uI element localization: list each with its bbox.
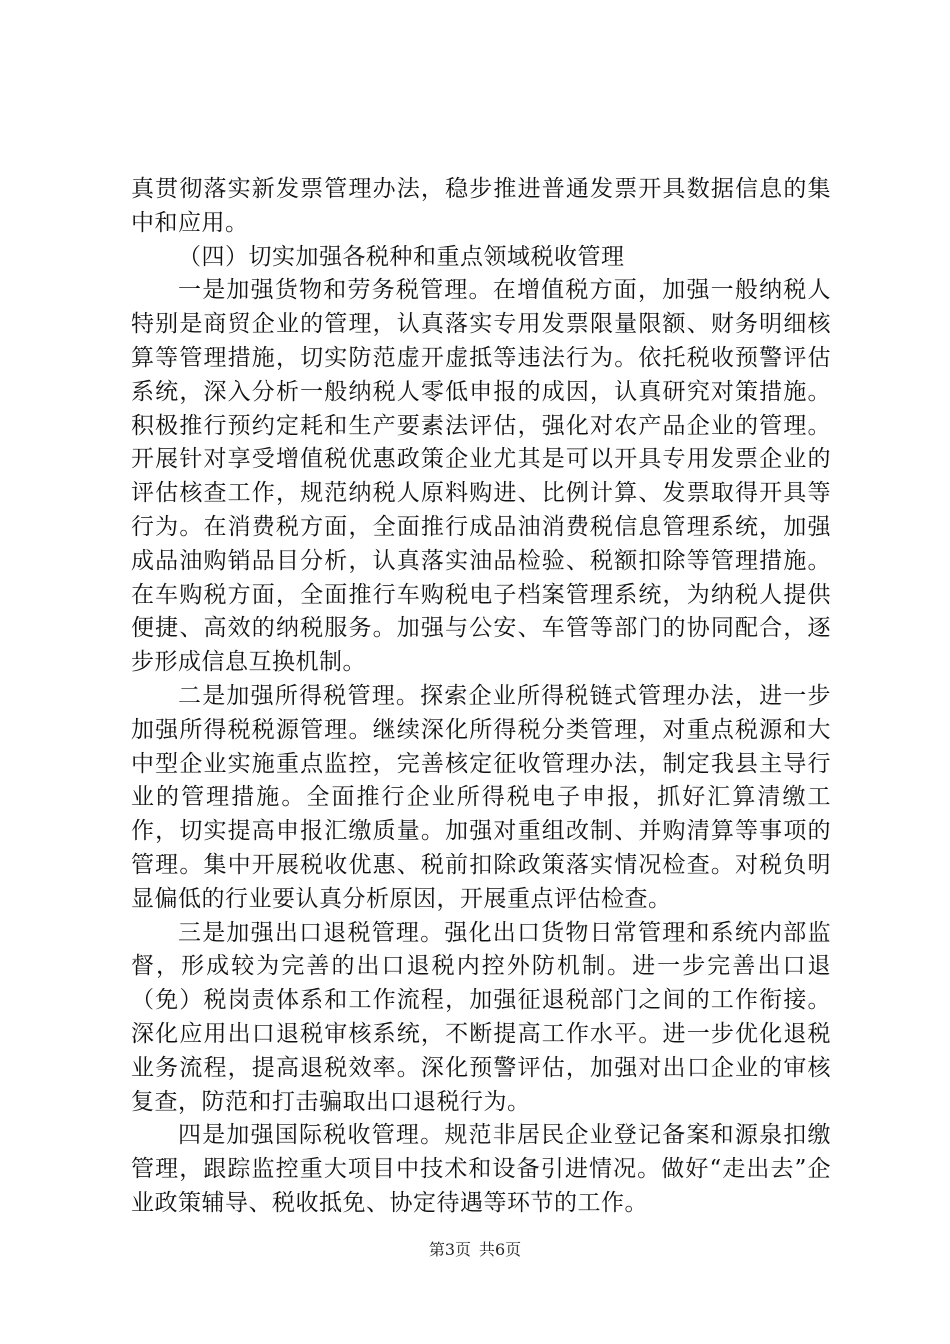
paragraph-goods-services-tax: 一是加强货物和劳务税管理。在增值税方面，加强一般纳税人特别是商贸企业的管理，认真落实专用发票限量限额、财务明细核算等管理措施，切实防范虚开虚抵等违法行为。依托税收预警评估系统，深入分析一般纳税人零低申报的成因，认真研究对策措施。积极推行预约定耗和生产要素法评估，强化对农产品企业的管理。开展针对享受增值税优惠政策企业尤其是可以开具专用发票企业的评估核查工作，规范纳税人原料购进、比例计算、发票取得开具等行为。在消费税方面，全面推行成品油消费税信息管理系统，加强成品油购销品目分析，认真落实油品检验、税额扣除等管理措施。在车购税方面，全面推行车购税电子档案管理系统，为纳税人提供便捷、高效的纳税服务。加强与公安、车管等部门的协同配合，逐步形成信息互换机制。 <box>131 277 831 676</box>
page-number: 第3页 <box>428 1240 471 1259</box>
page-footer <box>0 1240 950 1260</box>
paragraph-continuation: 真贯彻落实新发票管理办法，稳步推进普通发票开具数据信息的集中和应用。 <box>131 176 831 236</box>
paragraph-export-rebate: 三是加强出口退税管理。强化出口货物日常管理和系统内部监督，形成较为完善的出口退税内控外防机制。进一步完善出口退（免）税岗责体系和工作流程，加强征退税部门之间的工作衔接。深化应用出口退税审核系统，不断提高工作水平。进一步优化退税业务流程，提高退税效率。深化预警评估，加强对出口企业的审核复查，防范和打击骗取出口退税行为。 <box>131 919 831 1115</box>
page-total: 共6页 <box>479 1240 522 1259</box>
paragraph-international-tax: 四是加强国际税收管理。规范非居民企业登记备案和源泉扣缴管理，跟踪监控重大项目中技术和设备引进情况。做好“走出去”企业政策辅导、税收抵免、协定待遇等环节的工作。 <box>131 1122 831 1216</box>
document-body <box>131 173 831 1221</box>
paragraph-income-tax: 二是加强所得税管理。探索企业所得税链式管理办法，进一步加强所得税税源管理。继续深化所得税分类管理，对重点税源和大中型企业实施重点监控，完善核定征收管理办法，制定我县主导行业的管理措施。全面推行企业所得税电子申报，抓好汇算清缴工作，切实提高申报汇缴质量。加强对重组改制、并购清算等事项的管理。集中开展税收优惠、税前扣除政策落实情况检查。对税负明显偏低的行业要认真分析原因，开展重点评估检查。 <box>131 682 831 912</box>
section-heading: （四）切实加强各税种和重点领域税收管理 <box>178 243 625 270</box>
